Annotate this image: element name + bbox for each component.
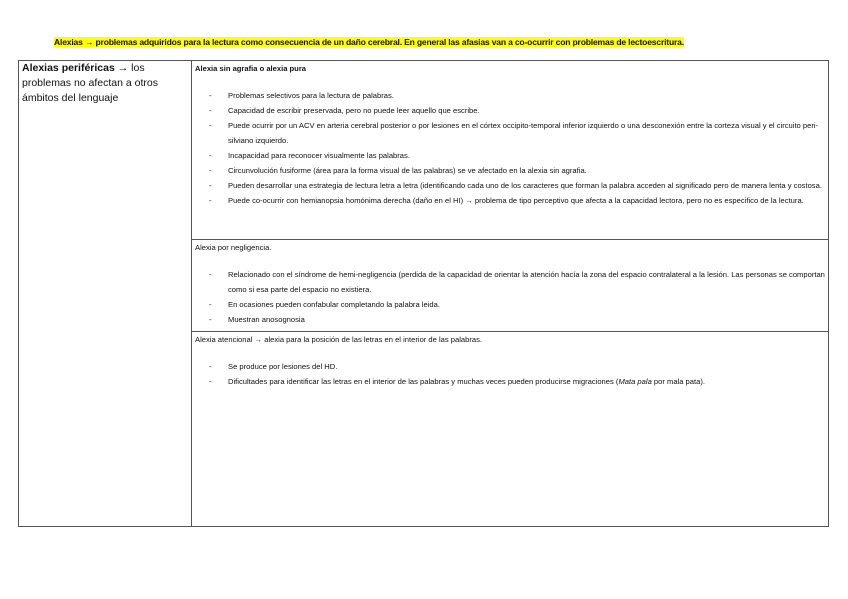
category-description: los problemas no afectan a otros ámbitos del lenguaje <box>22 62 158 104</box>
list-item-text: por mala pata). <box>651 377 705 386</box>
list-item: - Puede ocurrir por un ACV en arteria cerebral posterior o por lesiones en el córtex occipito-temporal inferior izquierdo o una desconexión entre la corteza visual y el circuito peri-silviano izquierdo. <box>228 118 825 148</box>
arrow-icon: → <box>84 37 94 47</box>
list-item: - En ocasiones pueden confabular completando la palabra leida. <box>228 297 825 312</box>
alexia-table <box>18 60 829 527</box>
intro-term: Alexias <box>54 37 83 47</box>
section-alexia-atencional <box>192 332 829 527</box>
arrow-icon: → <box>114 62 132 74</box>
list-item: - Capacidad de escribir preservada, pero no puede leer aquello que escribe. <box>228 103 825 118</box>
section-title: Alexia sin agrafia o alexia pura <box>195 64 307 73</box>
list-item: - Muestran anosognosia <box>228 312 825 327</box>
list-item: - Problemas selectivos para la lectura de palabras. <box>228 88 825 103</box>
list-item: - Relacionado con el síndrome de hemi-negligencia (perdida de la capacidad de orientar la atención hacía la zona del espacio contralateral a la lesión. Las personas se comportan como si esa parte del espacio no existiera. <box>228 267 825 297</box>
list-item: - Circunvolución fusiforme (área para la forma visual de las palabras) se ve afectado en la alexia sin agrafia. <box>228 163 825 178</box>
section-alexia-negligencia <box>192 240 829 332</box>
category-title: Alexias periféricas <box>22 62 115 74</box>
list-item-example: Mata pala <box>618 377 652 386</box>
list-item: - Puede co-ocurrir con hemianopsia homónima derecha (daño en el HI) → problema de tipo perceptivo que afecta a la capacidad lectora, pero no es especifico de la lectura. <box>228 193 825 208</box>
category-cell <box>19 61 192 527</box>
section-alexia-pura <box>192 61 829 240</box>
list-item-text: Dificultades para identificar las letras en el interior de las palabras y muchas veces pueden producirse migraciones ( <box>228 377 619 386</box>
list-item: - Se produce por lesiones del HD. <box>228 359 825 374</box>
list-item <box>228 374 825 389</box>
intro-paragraph <box>34 37 794 47</box>
section-title: Alexia atencional → alexia para la posición de las letras en el interior de las palabras. <box>195 335 483 344</box>
list-item: - Pueden desarrollar una estrategia de lectura letra a letra (identificando cada uno de los caracteres que forman la palabra acceden al significado pero de manera lenta y costosa. <box>228 178 825 193</box>
intro-text: problemas adquiridos para la lectura como consecuencia de un daño cerebral. En general las afasias van a co-ocurrir con problemas de lectoescritura. <box>93 37 684 47</box>
list-item: - Incapacidad para reconocer visualmente las palabras. <box>228 148 825 163</box>
section-title: Alexia por negligencia. <box>195 243 272 252</box>
